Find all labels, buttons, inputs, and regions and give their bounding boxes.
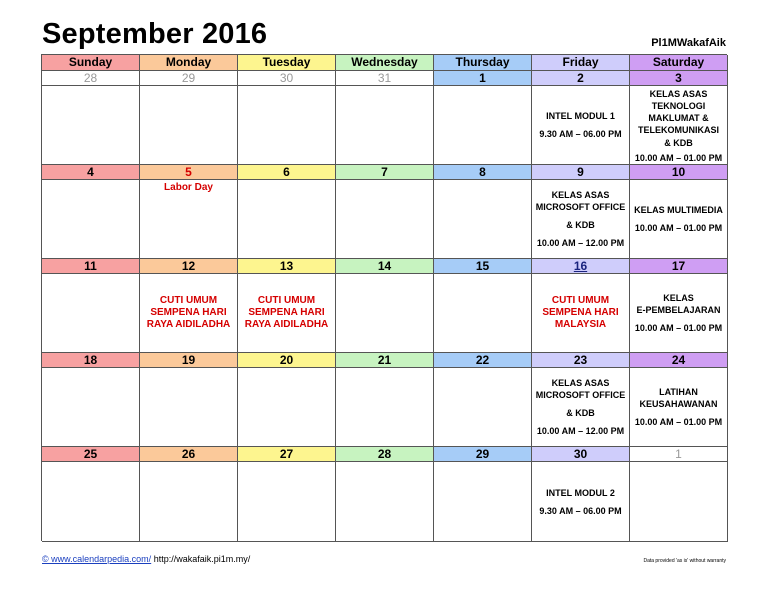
day-cell[interactable] [630, 368, 728, 447]
event-line: KELAS ASAS [649, 89, 708, 99]
event-line: 10.00 AM – 12.00 PM [536, 238, 625, 248]
day-cell[interactable] [42, 368, 140, 447]
date-number: 25 [42, 447, 140, 462]
date-number: 31 [336, 71, 434, 86]
day-header-tuesday: Tuesday [238, 55, 336, 71]
date-number: 10 [630, 165, 728, 180]
date-number: 24 [630, 353, 728, 368]
event-line: RAYA AIDILADHA [146, 319, 231, 330]
day-cell[interactable] [42, 462, 140, 542]
event-line: TELEKOMUNIKASI [638, 125, 719, 135]
date-number: 14 [336, 259, 434, 274]
day-cell[interactable] [336, 274, 434, 353]
day-cell[interactable] [434, 274, 532, 353]
date-number: 9 [532, 165, 630, 180]
event-line: CUTI UMUM [257, 295, 316, 306]
date-number: 5 [140, 165, 238, 180]
day-cell[interactable] [140, 86, 238, 165]
event-line: KELAS [663, 293, 694, 303]
event-line: MALAYSIA [554, 319, 607, 330]
event-line: TEKNOLOGI [651, 101, 706, 111]
event-line: RAYA AIDILADHA [244, 319, 329, 330]
day-cell[interactable] [336, 462, 434, 542]
date-number: 30 [532, 447, 630, 462]
event-line: & KDB [566, 408, 595, 418]
date-number: 18 [42, 353, 140, 368]
date-number: 11 [42, 259, 140, 274]
event-line: 9.30 AM – 06.00 PM [539, 129, 622, 139]
day-cell[interactable] [630, 462, 728, 542]
date-number: 26 [140, 447, 238, 462]
day-cell[interactable] [42, 86, 140, 165]
date-number: 29 [140, 71, 238, 86]
date-number: 12 [140, 259, 238, 274]
date-number: 28 [42, 71, 140, 86]
day-cell[interactable] [532, 180, 630, 259]
date-number: 8 [434, 165, 532, 180]
event-line: & KDB [566, 220, 595, 230]
disclaimer: Data provided 'as is' without warranty [643, 558, 726, 564]
day-cell[interactable] [140, 274, 238, 353]
day-cell[interactable] [140, 462, 238, 542]
event-line: KELAS ASAS [551, 378, 610, 388]
footer-links [42, 554, 250, 564]
day-cell[interactable] [140, 180, 238, 259]
date-number: 6 [238, 165, 336, 180]
date-number: 16 [532, 259, 630, 274]
day-cell[interactable] [140, 368, 238, 447]
day-header-friday: Friday [532, 55, 630, 71]
day-cell[interactable] [336, 368, 434, 447]
day-cell[interactable] [238, 86, 336, 165]
day-header-monday: Monday [140, 55, 238, 71]
event-line: 10.00 AM – 12.00 PM [536, 426, 625, 436]
date-number: 20 [238, 353, 336, 368]
date-number: 13 [238, 259, 336, 274]
date-number: 1 [434, 71, 532, 86]
site-label: Pl1MWakafAik [651, 37, 726, 49]
date-number: 15 [434, 259, 532, 274]
event-line: 10.00 AM – 01.00 PM [634, 153, 723, 163]
event-line: MICROSOFT OFFICE [535, 202, 626, 212]
event-line: KEUSAHAWANAN [639, 399, 718, 409]
day-cell[interactable] [42, 180, 140, 259]
date-number: 2 [532, 71, 630, 86]
event-line: 10.00 AM – 01.00 PM [634, 323, 723, 333]
date-number: 23 [532, 353, 630, 368]
day-cell[interactable] [238, 462, 336, 542]
day-cell[interactable] [42, 274, 140, 353]
event-line: CUTI UMUM [551, 295, 610, 306]
date-number: 7 [336, 165, 434, 180]
date-number: 17 [630, 259, 728, 274]
event-line: INTEL MODUL 1 [546, 111, 615, 121]
date-number: 28 [336, 447, 434, 462]
calendarpedia-link[interactable]: © www.calendarpedia.com/ [42, 554, 152, 564]
date-number: 3 [630, 71, 728, 86]
date-number: 4 [42, 165, 140, 180]
event-line: 10.00 AM – 01.00 PM [634, 223, 723, 233]
day-cell[interactable] [238, 180, 336, 259]
day-cell[interactable] [630, 180, 728, 259]
event-line: CUTI UMUM [159, 295, 218, 306]
event-line: E-PEMBELAJARAN [636, 305, 721, 315]
day-header-wednesday: Wednesday [336, 55, 434, 71]
day-cell[interactable] [336, 180, 434, 259]
day-cell[interactable] [630, 86, 728, 165]
event-line: LATIHAN [659, 387, 698, 397]
page-title: September 2016 [42, 18, 268, 50]
event-line: KELAS ASAS [551, 190, 610, 200]
event-line: SEMPENA HARI [150, 307, 227, 318]
day-cell[interactable] [434, 368, 532, 447]
day-cell[interactable] [532, 274, 630, 353]
date-number: 19 [140, 353, 238, 368]
event-line: MICROSOFT OFFICE [535, 390, 626, 400]
day-cell[interactable] [532, 462, 630, 542]
date-number: 30 [238, 71, 336, 86]
calendar-grid [41, 54, 727, 541]
day-cell[interactable] [434, 86, 532, 165]
event-line: 10.00 AM – 01.00 PM [634, 417, 723, 427]
day-cell[interactable] [434, 462, 532, 542]
day-cell[interactable] [238, 368, 336, 447]
event-line: MAKLUMAT & [648, 113, 709, 123]
event-line: & KDB [664, 138, 693, 149]
event-line: SEMPENA HARI [542, 307, 619, 318]
day-cell[interactable] [336, 86, 434, 165]
date-number: 22 [434, 353, 532, 368]
date-number: 29 [434, 447, 532, 462]
event-line: SEMPENA HARI [248, 307, 325, 318]
date-number: 27 [238, 447, 336, 462]
event-line: KELAS MULTIMEDIA [634, 205, 723, 215]
day-header-saturday: Saturday [630, 55, 728, 71]
day-cell[interactable] [532, 368, 630, 447]
event-line: 9.30 AM – 06.00 PM [539, 505, 622, 516]
day-header-thursday: Thursday [434, 55, 532, 71]
day-cell[interactable] [532, 86, 630, 165]
day-cell[interactable] [630, 274, 728, 353]
event-line: INTEL MODUL 2 [546, 487, 615, 498]
day-cell[interactable] [238, 274, 336, 353]
event-line: Labor Day [164, 182, 213, 193]
date-number: 1 [630, 447, 728, 462]
day-header-sunday: Sunday [42, 55, 140, 71]
wakafaik-url: http://wakafaik.pi1m.my/ [151, 554, 251, 564]
date-number: 21 [336, 353, 434, 368]
day-cell[interactable] [434, 180, 532, 259]
